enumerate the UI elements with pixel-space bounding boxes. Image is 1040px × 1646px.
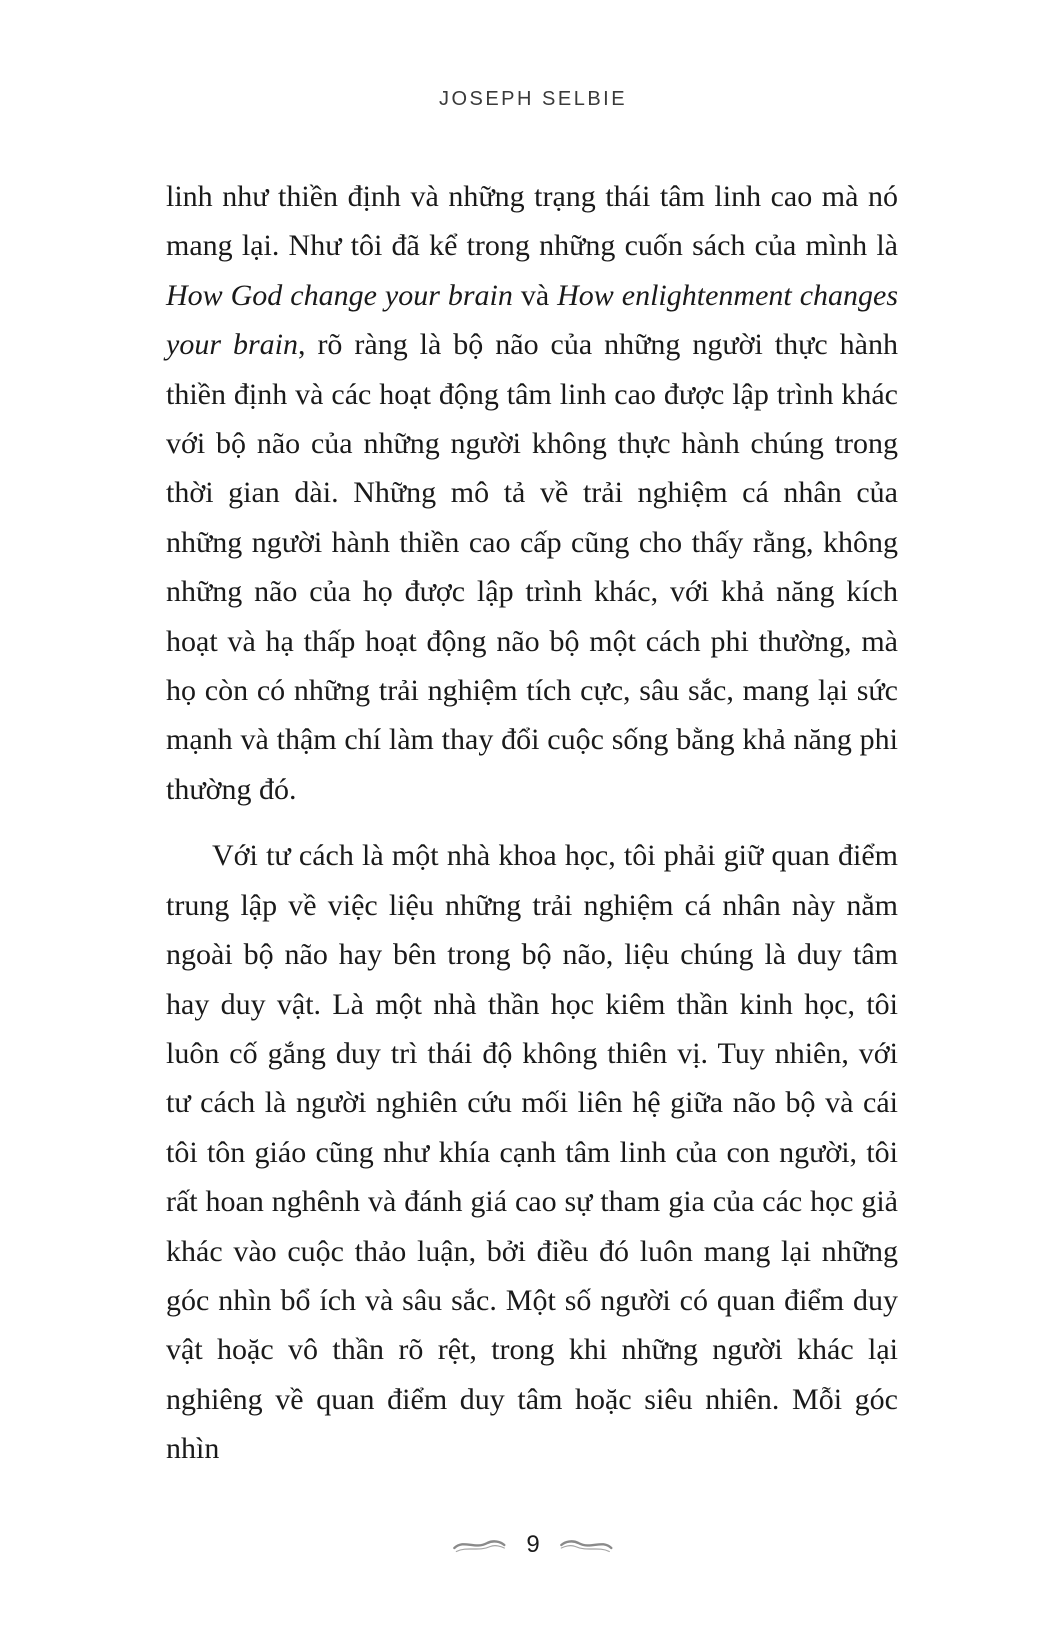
page-number: 9 (526, 1531, 540, 1558)
page-body (166, 172, 898, 1474)
author-name: JOSEPH SELBIE (438, 88, 628, 110)
book-title-italic: How God change your brain (166, 278, 513, 312)
page-footer (452, 1533, 613, 1559)
paragraph-1 (166, 172, 898, 814)
running-header (439, 88, 627, 111)
book-title-italic: How enlightenment changes your brain (166, 278, 898, 362)
body-text: , rõ ràng là bộ não của những người thực hành thiền định và các hoạt động tâm linh cao được lập trình khác với bộ não của những người không thực hành chúng trong thời gian dài. Những mô tả về trải nghiệm cá nhân của những người hành thiền cao cấp cũng cho thấy rằng, không những não của họ được lập trình khác, với khả năng kích hoạt và hạ thấp hoạt động não bộ một cách phi thường, mà họ còn có những trải nghiệm tích cực, sâu sắc, mang lại sức mạnh và thậm chí làm thay đổi cuộc sống bằng khả năng phi thường đó. (166, 328, 898, 806)
wave-flourish-left-icon (452, 1537, 506, 1555)
body-text: Với tư cách là một nhà khoa học, tôi phải giữ quan điểm trung lập về việc liệu những trải nghiệm cá nhân này nằm ngoài bộ não hay bên trong bộ não, liệu chúng là duy tâm hay duy vật. Là một nhà thần học kiêm thần kinh học, tôi luôn cố gắng duy trì thái độ không thiên vị. Tuy nhiên, với tư cách là người nghiên cứu mối liên hệ giữa não bộ và cái tôi tôn giáo cũng như khía cạnh tâm linh của con người, tôi rất hoan nghênh và đánh giá cao sự tham gia của các học giả khác vào cuộc thảo luận, bởi điều đó luôn mang lại những góc nhìn bổ ích và sâu sắc. Một số người có quan điểm duy vật hoặc vô thần rõ rệt, trong khi những người khác lại nghiêng về quan điểm duy tâm hoặc siêu nhiên. Mỗi góc nhìn (166, 839, 898, 1466)
body-text: và (512, 278, 558, 312)
paragraph-2 (166, 831, 898, 1473)
body-text: linh như thiền định và những trạng thái tâm linh cao mà nó mang lại. Như tôi đã kể trong những cuốn sách của mình là (166, 180, 898, 263)
wave-flourish-right-icon (560, 1537, 614, 1555)
